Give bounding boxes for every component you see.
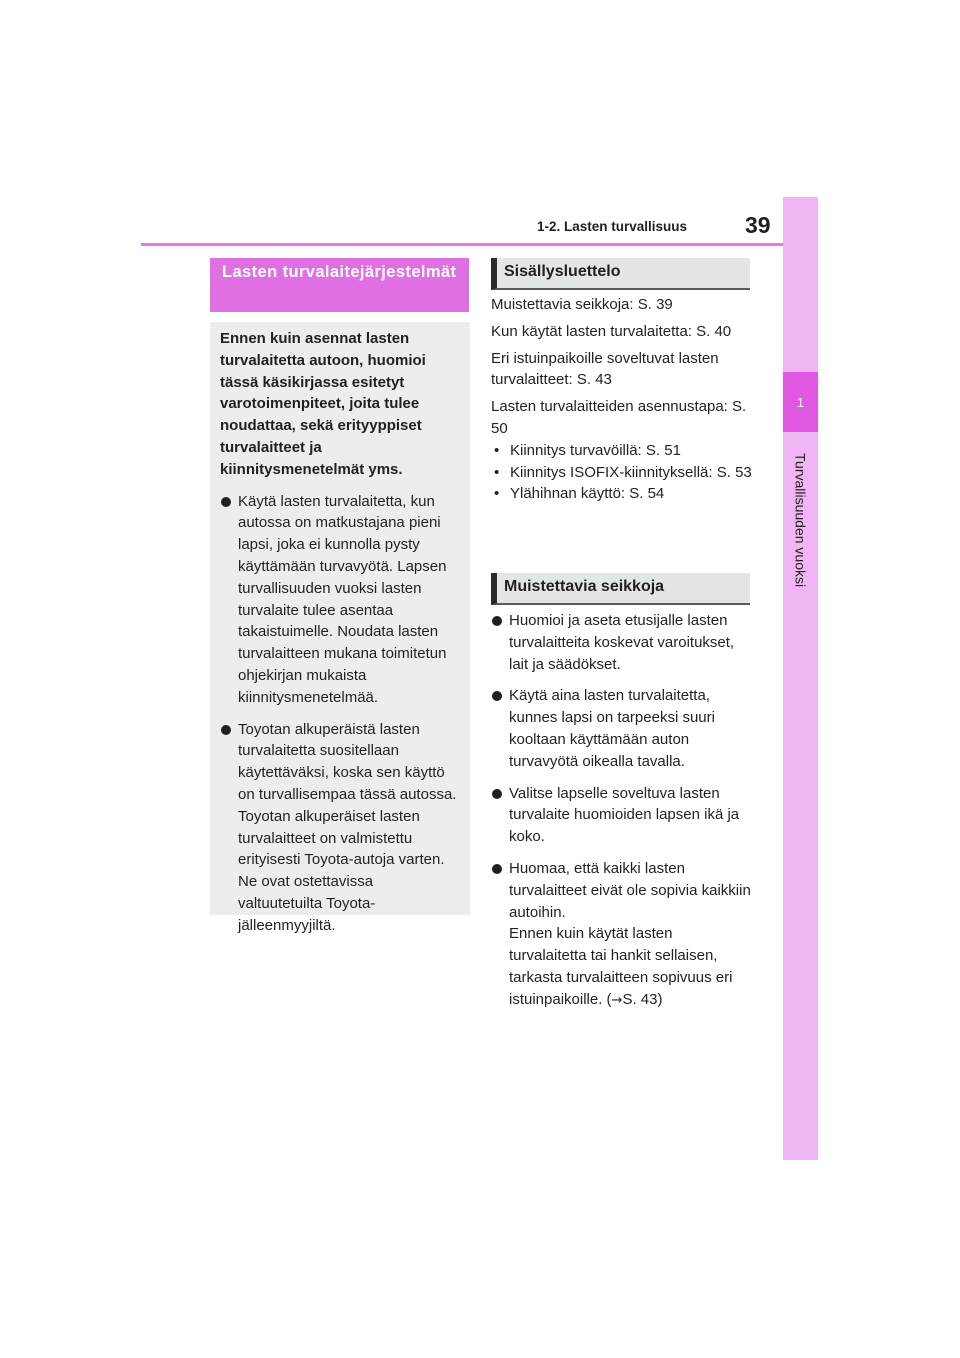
arrow-icon: → xyxy=(611,992,623,1008)
section-heading-child-restraint: Lasten turvalaitejärjestelmät xyxy=(210,258,469,312)
chapter-title xyxy=(783,440,818,600)
toc-heading: Sisällysluettelo xyxy=(491,258,750,290)
remember-bullet: Valitse lapselle soveltuva lasten turvalaite huomioiden lapsen ikä ja koko. xyxy=(491,783,753,848)
toc-item[interactable]: Kun käytät lasten turvalaitetta: S. 40 xyxy=(491,322,732,340)
remember-bullet: Huomioi ja aseta etusijalle lasten turvalaitteita koskevat varoitukset, lait ja säädökset. xyxy=(491,610,753,675)
page-number: 39 xyxy=(745,212,771,238)
header-rule xyxy=(141,243,783,246)
chapter-number: 1 xyxy=(783,372,818,432)
toc-sub-item[interactable]: • Ylähihnan käyttö: S. 54 xyxy=(491,483,753,505)
remember-note-ref[interactable]: S. 43) xyxy=(622,990,663,1008)
running-head: 1-2. Lasten turvallisuus xyxy=(537,219,688,234)
info-box-lead: Ennen kuin asennat lasten turvalaitetta autoon, huomioi tässä käsikirjassa esitetyt varotoimenpiteet, joita tulee noudattaa, sekä erityyppiset turvalaitteet ja kiinnitysmenetelmät yms. xyxy=(220,330,426,478)
toc-sub-item[interactable]: • Kiinnitys turvavöillä: S. 51 xyxy=(491,440,753,462)
remember-bullet: Käytä aina lasten turvalaitetta, kunnes lapsi on tarpeeksi suuri kooltaan käyttämään auton turvavyötä oikealla tavalla. xyxy=(491,685,753,772)
toc-sub-item[interactable]: • Kiinnitys ISOFIX-kiinnityksellä: S. 53 xyxy=(491,462,753,484)
toc-item[interactable]: Lasten turvalaitteiden asennustapa: S. 50 xyxy=(491,398,747,437)
info-box xyxy=(210,322,470,934)
toc-list xyxy=(491,294,753,505)
remember-list xyxy=(491,610,753,1012)
remember-bullet: Huomaa, että kaikki lasten turvalaitteet eivät ole sopivia kaikkiin autoihin. xyxy=(491,858,753,923)
toc-item[interactable]: Muistettavia seikkoja: S. 39 xyxy=(491,296,673,313)
remember-note-text: Ennen kuin käytät lasten turvalaitetta tai hankit sellaisen, tarkasta turvalaitteen sopivuus eri istuinpaikoille. ( xyxy=(509,925,733,1008)
remember-heading: Muistettavia seikkoja xyxy=(491,573,750,605)
chapter-title-text: Turvallisuuden vuoksi xyxy=(792,452,809,588)
toc-item[interactable]: Eri istuinpaikoille soveltuvat lasten turvalaitteet: S. 43 xyxy=(491,349,719,389)
chapter-side-tab xyxy=(783,197,818,1160)
info-bullet: Käytä lasten turvalaitetta, kun autossa on matkustajana pieni lapsi, joka ei kunnolla pysty käyttämään turvavyötä. Lapsen turvallisuuden vuoksi lasten turvalaite tulee asentaa takaistuimelle. Noudata lasten turvalaitteen mukana toimitetun ohjekirjan mukaista kiinnitysmenetelmää. xyxy=(220,491,461,709)
remember-note xyxy=(491,923,753,1011)
info-bullet: Toyotan alkuperäistä lasten turvalaitetta suositellaan käytettäväksi, koska sen käyttö on turvallisempaa tässä autossa. Toyotan alkuperäiset lasten turvalaitteet on valmistettu erityisesti Toyota-autoja varten. Ne ovat ostettavissa valtuutetuilta Toyota-jälleenmyyjiltä. xyxy=(220,719,461,937)
